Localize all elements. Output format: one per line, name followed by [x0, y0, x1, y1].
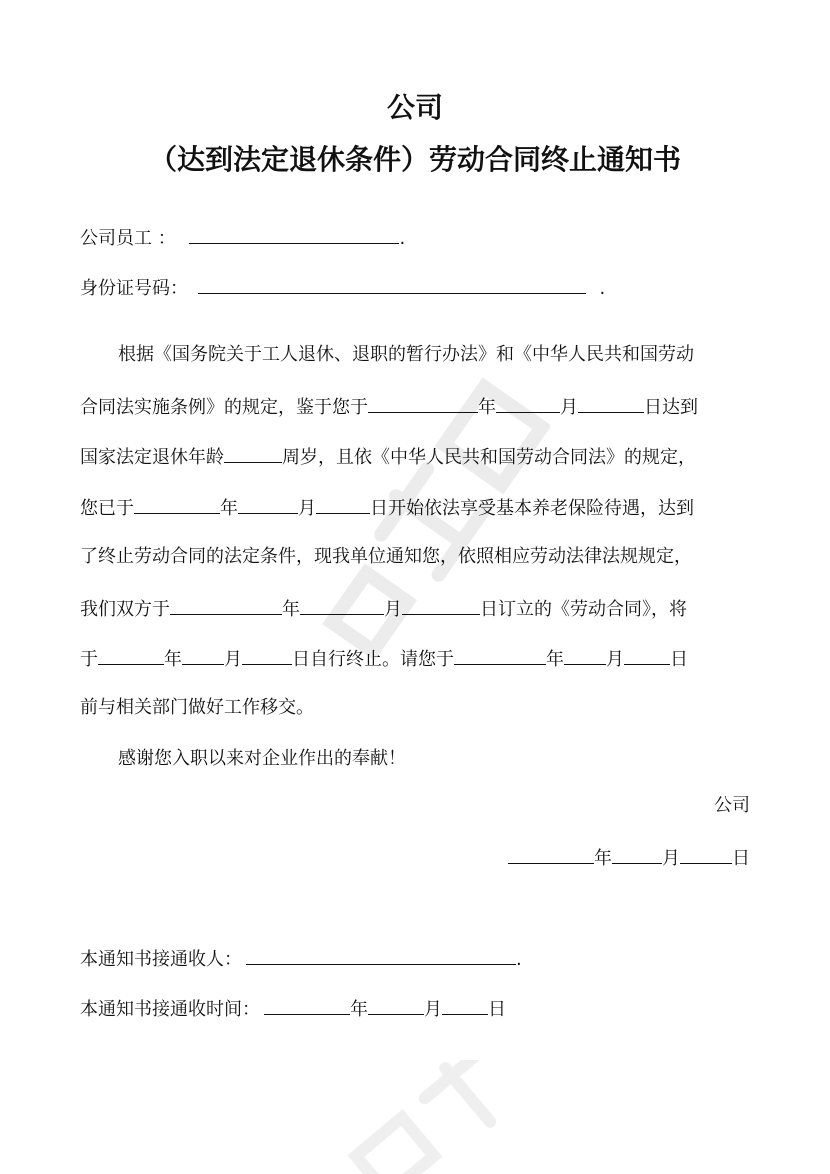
date-year-blank[interactable] [368, 392, 478, 413]
paragraph-line: 根据《国务院关于工人退休、退职的暂行办法》和《中华人民共和国劳动 [118, 344, 694, 365]
receiver-label: 本通知书接通收人： [80, 949, 242, 970]
document-title: （达到法定退休条件）劳动合同终止通知书 [148, 143, 681, 176]
receive-time-label: 本通知书接通收时间： [80, 999, 260, 1020]
date-month-blank[interactable] [238, 493, 298, 514]
text-span: 日达到 [644, 397, 698, 418]
paragraph-line [80, 392, 752, 422]
sign-month-blank[interactable] [612, 843, 662, 864]
signature-date [508, 843, 750, 873]
text-span: 您已于 [80, 498, 134, 519]
text-span: 月 [384, 599, 402, 620]
text-span: 日开始依法享受基本养老保险待遇，达到 [370, 498, 694, 519]
date-day-blank[interactable] [624, 644, 670, 665]
text-span: 日订立的《劳动合同》，将 [480, 599, 687, 620]
date-day-blank[interactable] [578, 392, 644, 413]
watermark-stamp-bottom [330, 1060, 530, 1174]
date-year-blank[interactable] [134, 493, 220, 514]
text-span: 月 [424, 999, 442, 1020]
date-day-blank[interactable] [402, 594, 480, 615]
employee-name-blank[interactable] [189, 223, 399, 244]
receive-time-row [80, 994, 506, 1024]
text-span: 日 [732, 848, 750, 869]
text-span: 周岁，且依《中华人民共和国劳动合同法》的规定， [282, 447, 696, 468]
age-blank[interactable] [224, 442, 282, 463]
title-company: 公司 [386, 91, 443, 124]
text-span: 我们双方于 [80, 599, 170, 620]
paragraph-line [80, 644, 752, 674]
date-day-blank[interactable] [316, 493, 370, 514]
id-label: 身份证号码： [80, 278, 188, 299]
date-month-blank[interactable] [564, 644, 606, 665]
text-span: 年 [594, 848, 612, 869]
paragraph-line: 了终止劳动合同的法定条件，现我单位通知您，依照相应劳动法律法规规定， [80, 546, 692, 567]
text-span: 年 [478, 397, 496, 418]
paragraph-line: 前与相关部门做好工作移交。 [80, 697, 314, 718]
date-day-blank[interactable] [242, 644, 292, 665]
employee-label: 公司员工 ： [80, 228, 176, 249]
paragraph-line [80, 594, 752, 624]
text-span: 月 [662, 848, 680, 869]
date-year-blank[interactable] [98, 644, 164, 665]
receiver-blank[interactable] [246, 944, 516, 965]
date-month-blank[interactable] [496, 392, 560, 413]
text-span: 日 [488, 999, 506, 1020]
text-span: 于 [80, 649, 98, 670]
receive-day-blank[interactable] [442, 994, 488, 1015]
text-span: 年 [350, 999, 368, 1020]
id-field-row [80, 273, 605, 303]
text-span: 合同法实施条例》的规定，鉴于您于 [80, 397, 368, 418]
text-span: 年 [220, 498, 238, 519]
text-span: 月 [606, 649, 624, 670]
paragraph-line [80, 442, 752, 472]
receiver-end: . [516, 949, 522, 970]
date-month-blank[interactable] [182, 644, 224, 665]
text-span: 日自行终止。请您于 [292, 649, 454, 670]
receive-year-blank[interactable] [264, 994, 350, 1015]
thanks-line: 感谢您入职以来对企业作出的奉献！ [118, 748, 406, 769]
receiver-row [80, 944, 522, 974]
employee-end: . [399, 228, 406, 249]
text-span: 月 [298, 498, 316, 519]
receive-month-blank[interactable] [368, 994, 424, 1015]
date-year-blank[interactable] [170, 594, 282, 615]
sign-day-blank[interactable] [680, 843, 732, 864]
id-end: . [599, 278, 606, 299]
date-year-blank[interactable] [454, 644, 546, 665]
text-span: 月 [224, 649, 242, 670]
paragraph-line [80, 493, 752, 523]
text-span: 国家法定退休年龄 [80, 447, 224, 468]
employee-field-row [80, 223, 405, 253]
text-span: 年 [546, 649, 564, 670]
text-span: 日 [670, 649, 688, 670]
sign-year-blank[interactable] [508, 843, 594, 864]
text-span: 月 [560, 397, 578, 418]
text-span: 年 [164, 649, 182, 670]
signature-company: 公司 [714, 795, 750, 816]
text-span: 年 [282, 599, 300, 620]
date-month-blank[interactable] [300, 594, 384, 615]
id-number-blank[interactable] [198, 273, 586, 294]
